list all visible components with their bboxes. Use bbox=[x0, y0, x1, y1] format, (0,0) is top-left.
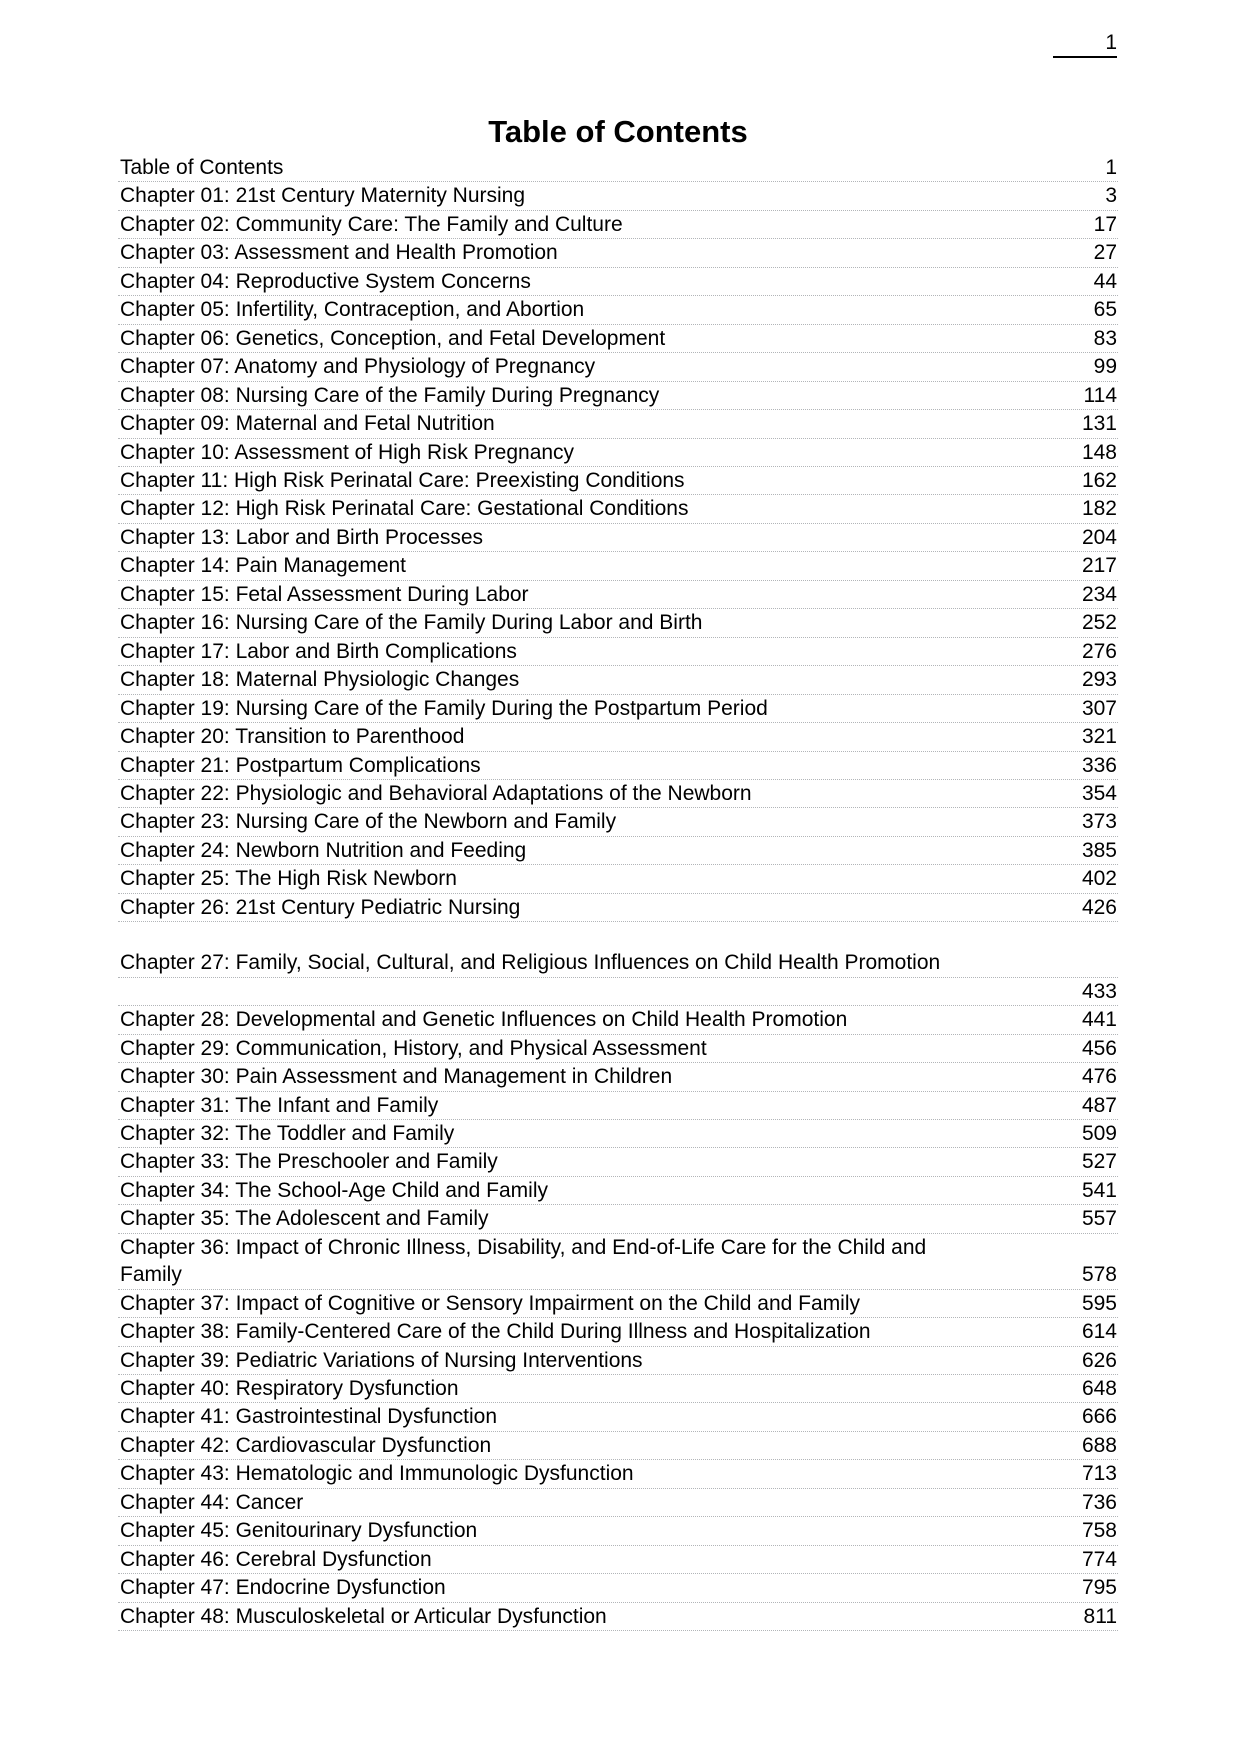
toc-entry[interactable] bbox=[118, 894, 1118, 922]
toc-entry[interactable] bbox=[118, 1205, 1118, 1233]
toc-entry-page: 666 bbox=[1081, 1405, 1117, 1429]
toc-entry-title: Chapter 08: Nursing Care of the Family During Pregnancy bbox=[120, 383, 660, 407]
toc-entry-page: 557 bbox=[1081, 1207, 1117, 1231]
toc-entry[interactable] bbox=[118, 382, 1118, 410]
toc-entry-page: 441 bbox=[1081, 1008, 1117, 1032]
toc-entry-title: Chapter 16: Nursing Care of the Family During Labor and Birth bbox=[120, 611, 703, 635]
toc-entry[interactable] bbox=[118, 1603, 1118, 1631]
toc-entry[interactable] bbox=[118, 752, 1118, 780]
toc-entry-title: Chapter 32: The Toddler and Family bbox=[120, 1121, 455, 1145]
toc-entry-page: 252 bbox=[1081, 611, 1117, 635]
toc-list bbox=[118, 154, 1118, 1631]
toc-entry-page: 336 bbox=[1081, 753, 1117, 777]
toc-entry[interactable] bbox=[118, 410, 1118, 438]
toc-entry[interactable] bbox=[118, 1460, 1118, 1488]
toc-entry-page: 1 bbox=[1105, 156, 1117, 179]
toc-entry-page: 595 bbox=[1081, 1291, 1117, 1315]
toc-entry-page: 456 bbox=[1081, 1036, 1117, 1060]
toc-entry[interactable] bbox=[118, 666, 1118, 694]
toc-entry-page: 162 bbox=[1081, 468, 1117, 492]
toc-entry-title: Chapter 10: Assessment of High Risk Pregnancy bbox=[120, 440, 575, 464]
toc-entry-title: Chapter 23: Nursing Care of the Newborn and Family bbox=[120, 810, 617, 834]
toc-entry-page: 758 bbox=[1081, 1519, 1117, 1543]
toc-entry-page: 736 bbox=[1081, 1490, 1117, 1514]
toc-entry[interactable] bbox=[118, 552, 1118, 580]
toc-entry[interactable] bbox=[118, 1006, 1118, 1034]
toc-entry-title: Chapter 44: Cancer bbox=[120, 1490, 304, 1514]
toc-entry-title: Chapter 06: Genetics, Conception, and Fetal Development bbox=[120, 326, 666, 350]
toc-entry-page: 307 bbox=[1081, 696, 1117, 720]
toc-entry[interactable] bbox=[118, 1375, 1118, 1403]
toc-entry[interactable] bbox=[118, 1063, 1118, 1091]
toc-entry[interactable] bbox=[118, 1120, 1118, 1148]
toc-entry-page: 276 bbox=[1081, 639, 1117, 663]
toc-entry-title: Chapter 45: Genitourinary Dysfunction bbox=[120, 1519, 478, 1543]
toc-entry[interactable] bbox=[118, 268, 1118, 296]
toc-entry-title: Chapter 48: Musculoskeletal or Articular Dysfunction bbox=[120, 1604, 607, 1628]
toc-entry-title: Chapter 35: The Adolescent and Family bbox=[120, 1207, 489, 1231]
toc-entry[interactable] bbox=[118, 1546, 1118, 1574]
toc-entry-title: Chapter 05: Infertility, Contraception, and Abortion bbox=[120, 298, 585, 322]
toc-entry[interactable] bbox=[118, 1517, 1118, 1545]
toc-entry-title: Chapter 41: Gastrointestinal Dysfunction bbox=[120, 1405, 498, 1429]
toc-entry-page: 3 bbox=[1105, 184, 1117, 208]
toc-entry-title: Chapter 18: Maternal Physiologic Changes bbox=[120, 668, 520, 692]
toc-entry-page: 83 bbox=[1093, 326, 1117, 350]
toc-entry-page: 182 bbox=[1081, 497, 1117, 521]
toc-entry[interactable] bbox=[118, 1574, 1118, 1602]
page-content bbox=[118, 0, 1118, 1631]
toc-entry[interactable] bbox=[118, 1234, 1118, 1261]
toc-entry-page: 688 bbox=[1081, 1433, 1117, 1457]
toc-entry-title: Chapter 01: 21st Century Maternity Nursing bbox=[120, 184, 526, 208]
toc-entry-page: 65 bbox=[1093, 298, 1117, 322]
toc-entry-page: 321 bbox=[1081, 725, 1117, 749]
toc-entry-title: Chapter 31: The Infant and Family bbox=[120, 1093, 439, 1117]
toc-entry-title: Chapter 25: The High Risk Newborn bbox=[120, 867, 457, 891]
toc-entry-title: Chapter 27: Family, Social, Cultural, and Religious Influences on Child Health Promotion bbox=[120, 951, 941, 975]
toc-entry[interactable] bbox=[118, 780, 1118, 808]
toc-entry-title: Chapter 20: Transition to Parenthood bbox=[120, 725, 465, 749]
toc-entry-page: 354 bbox=[1081, 781, 1117, 805]
toc-entry-title: Chapter 28: Developmental and Genetic Influences on Child Health Promotion bbox=[120, 1008, 848, 1032]
toc-entry[interactable] bbox=[118, 978, 1118, 1006]
toc-entry[interactable] bbox=[118, 1347, 1118, 1375]
toc-entry[interactable] bbox=[118, 1432, 1118, 1460]
toc-entry[interactable] bbox=[118, 949, 1118, 977]
toc-entry[interactable] bbox=[118, 495, 1118, 523]
document-title: Table of Contents bbox=[488, 114, 748, 149]
toc-entry-title: Chapter 26: 21st Century Pediatric Nursing bbox=[120, 895, 521, 919]
toc-entry[interactable] bbox=[118, 239, 1118, 267]
toc-section-gap bbox=[118, 922, 1118, 949]
toc-entry-page: 811 bbox=[1083, 1604, 1117, 1628]
header-page-number: 1 bbox=[1053, 31, 1117, 58]
toc-entry[interactable] bbox=[118, 182, 1118, 210]
toc-entry-page: 217 bbox=[1081, 554, 1117, 578]
toc-entry[interactable] bbox=[118, 524, 1118, 552]
toc-entry-title: Chapter 39: Pediatric Variations of Nursing Interventions bbox=[120, 1348, 643, 1372]
toc-entry[interactable] bbox=[118, 581, 1118, 609]
toc-entry-page: 373 bbox=[1081, 810, 1117, 834]
toc-entry[interactable] bbox=[118, 837, 1118, 865]
toc-entry-title: Chapter 22: Physiologic and Behavioral Adaptations of the Newborn bbox=[120, 781, 752, 805]
toc-entry-title: Chapter 07: Anatomy and Physiology of Pregnancy bbox=[120, 355, 596, 379]
toc-entry-page: 27 bbox=[1093, 241, 1117, 265]
toc-entry-page: 402 bbox=[1081, 867, 1117, 891]
toc-entry-title: Chapter 11: High Risk Perinatal Care: Preexisting Conditions bbox=[120, 468, 685, 492]
toc-entry[interactable] bbox=[118, 808, 1118, 836]
toc-entry[interactable] bbox=[118, 1489, 1118, 1517]
toc-entry[interactable] bbox=[118, 439, 1118, 467]
toc-entry[interactable] bbox=[118, 609, 1118, 637]
toc-entry-title: Chapter 42: Cardiovascular Dysfunction bbox=[120, 1433, 492, 1457]
toc-entry-page: 131 bbox=[1081, 412, 1117, 436]
toc-entry[interactable] bbox=[118, 1318, 1118, 1346]
toc-entry-title: Chapter 13: Labor and Birth Processes bbox=[120, 525, 484, 549]
toc-entry-page: 527 bbox=[1081, 1150, 1117, 1174]
toc-entry-page: 204 bbox=[1081, 525, 1117, 549]
toc-entry[interactable] bbox=[118, 695, 1118, 723]
toc-entry[interactable] bbox=[118, 1290, 1118, 1318]
toc-entry-title: Chapter 34: The School-Age Child and Family bbox=[120, 1178, 549, 1202]
toc-entry[interactable] bbox=[118, 865, 1118, 893]
toc-entry-page: 795 bbox=[1081, 1576, 1117, 1600]
toc-entry-page: 578 bbox=[1081, 1263, 1117, 1287]
toc-entry-page: 713 bbox=[1081, 1462, 1117, 1486]
toc-entry-page: 44 bbox=[1093, 269, 1117, 293]
toc-entry-page: 626 bbox=[1081, 1348, 1117, 1372]
toc-entry-title: Chapter 24: Newborn Nutrition and Feeding bbox=[120, 838, 527, 862]
toc-entry-title: Chapter 29: Communication, History, and Physical Assessment bbox=[120, 1036, 707, 1060]
toc-entry-page: 541 bbox=[1081, 1178, 1117, 1202]
toc-entry-title: Family bbox=[120, 1263, 182, 1287]
toc-entry-page: 648 bbox=[1081, 1377, 1117, 1401]
toc-entry[interactable] bbox=[118, 1403, 1118, 1431]
toc-entry-title: Chapter 30: Pain Assessment and Management in Children bbox=[120, 1065, 673, 1089]
toc-entry[interactable] bbox=[118, 154, 1118, 182]
toc-entry[interactable] bbox=[118, 1177, 1118, 1205]
toc-entry-page: 509 bbox=[1081, 1121, 1117, 1145]
toc-entry-title: Chapter 33: The Preschooler and Family bbox=[120, 1150, 498, 1174]
toc-entry[interactable] bbox=[118, 1035, 1118, 1063]
toc-entry-title: Chapter 03: Assessment and Health Promotion bbox=[120, 241, 558, 265]
toc-entry-title: Chapter 46: Cerebral Dysfunction bbox=[120, 1547, 432, 1571]
toc-entry[interactable] bbox=[118, 467, 1118, 495]
toc-entry-page: 99 bbox=[1093, 355, 1117, 379]
toc-entry-title: Table of Contents bbox=[120, 156, 284, 179]
toc-entry-title: Chapter 38: Family-Centered Care of the Child During Illness and Hospitalization bbox=[120, 1320, 871, 1344]
toc-entry[interactable] bbox=[118, 1261, 1118, 1289]
toc-entry-page: 476 bbox=[1081, 1065, 1117, 1089]
toc-entry-page: 614 bbox=[1081, 1320, 1117, 1344]
toc-entry-page: 148 bbox=[1081, 440, 1117, 464]
toc-entry-title: Chapter 02: Community Care: The Family and Culture bbox=[120, 212, 623, 236]
toc-entry-title: Chapter 43: Hematologic and Immunologic Dysfunction bbox=[120, 1462, 634, 1486]
toc-entry-page: 385 bbox=[1081, 838, 1117, 862]
toc-entry[interactable] bbox=[118, 296, 1118, 324]
toc-entry-title: Chapter 21: Postpartum Complications bbox=[120, 753, 481, 777]
toc-entry-title: Chapter 17: Labor and Birth Complications bbox=[120, 639, 517, 663]
toc-entry-page: 774 bbox=[1081, 1547, 1117, 1571]
toc-entry-title: Chapter 12: High Risk Perinatal Care: Gestational Conditions bbox=[120, 497, 689, 521]
toc-entry-page: 487 bbox=[1081, 1093, 1117, 1117]
toc-entry[interactable] bbox=[118, 638, 1118, 666]
toc-entry-title: Chapter 15: Fetal Assessment During Labor bbox=[120, 582, 529, 606]
toc-entry-title bbox=[120, 978, 1074, 1005]
toc-entry-title: Chapter 40: Respiratory Dysfunction bbox=[120, 1377, 459, 1401]
toc-entry-title: Chapter 09: Maternal and Fetal Nutrition bbox=[120, 412, 495, 436]
toc-entry-title: Chapter 04: Reproductive System Concerns bbox=[120, 269, 531, 293]
toc-entry-title: Chapter 47: Endocrine Dysfunction bbox=[120, 1576, 446, 1600]
toc-entry[interactable] bbox=[118, 1092, 1118, 1120]
toc-entry-title: Chapter 19: Nursing Care of the Family During the Postpartum Period bbox=[120, 696, 768, 720]
toc-entry-title: Chapter 37: Impact of Cognitive or Sensory Impairment on the Child and Family bbox=[120, 1291, 861, 1315]
toc-entry-title: Chapter 36: Impact of Chronic Illness, Disability, and End-of-Life Care for the Child and bbox=[120, 1235, 927, 1259]
toc-entry-page: 17 bbox=[1093, 212, 1117, 236]
toc-entry[interactable] bbox=[118, 723, 1118, 751]
toc-entry-page: 433 bbox=[1081, 979, 1117, 1003]
toc-entry[interactable] bbox=[118, 325, 1118, 353]
toc-entry-page: 293 bbox=[1081, 668, 1117, 692]
toc-entry-page: 234 bbox=[1081, 582, 1117, 606]
toc-entry-page: 114 bbox=[1083, 383, 1117, 407]
toc-entry[interactable] bbox=[118, 1148, 1118, 1176]
toc-entry-title: Chapter 14: Pain Management bbox=[120, 554, 407, 578]
toc-entry[interactable] bbox=[118, 353, 1118, 381]
toc-entry[interactable] bbox=[118, 211, 1118, 239]
toc-entry-page: 426 bbox=[1081, 895, 1117, 919]
